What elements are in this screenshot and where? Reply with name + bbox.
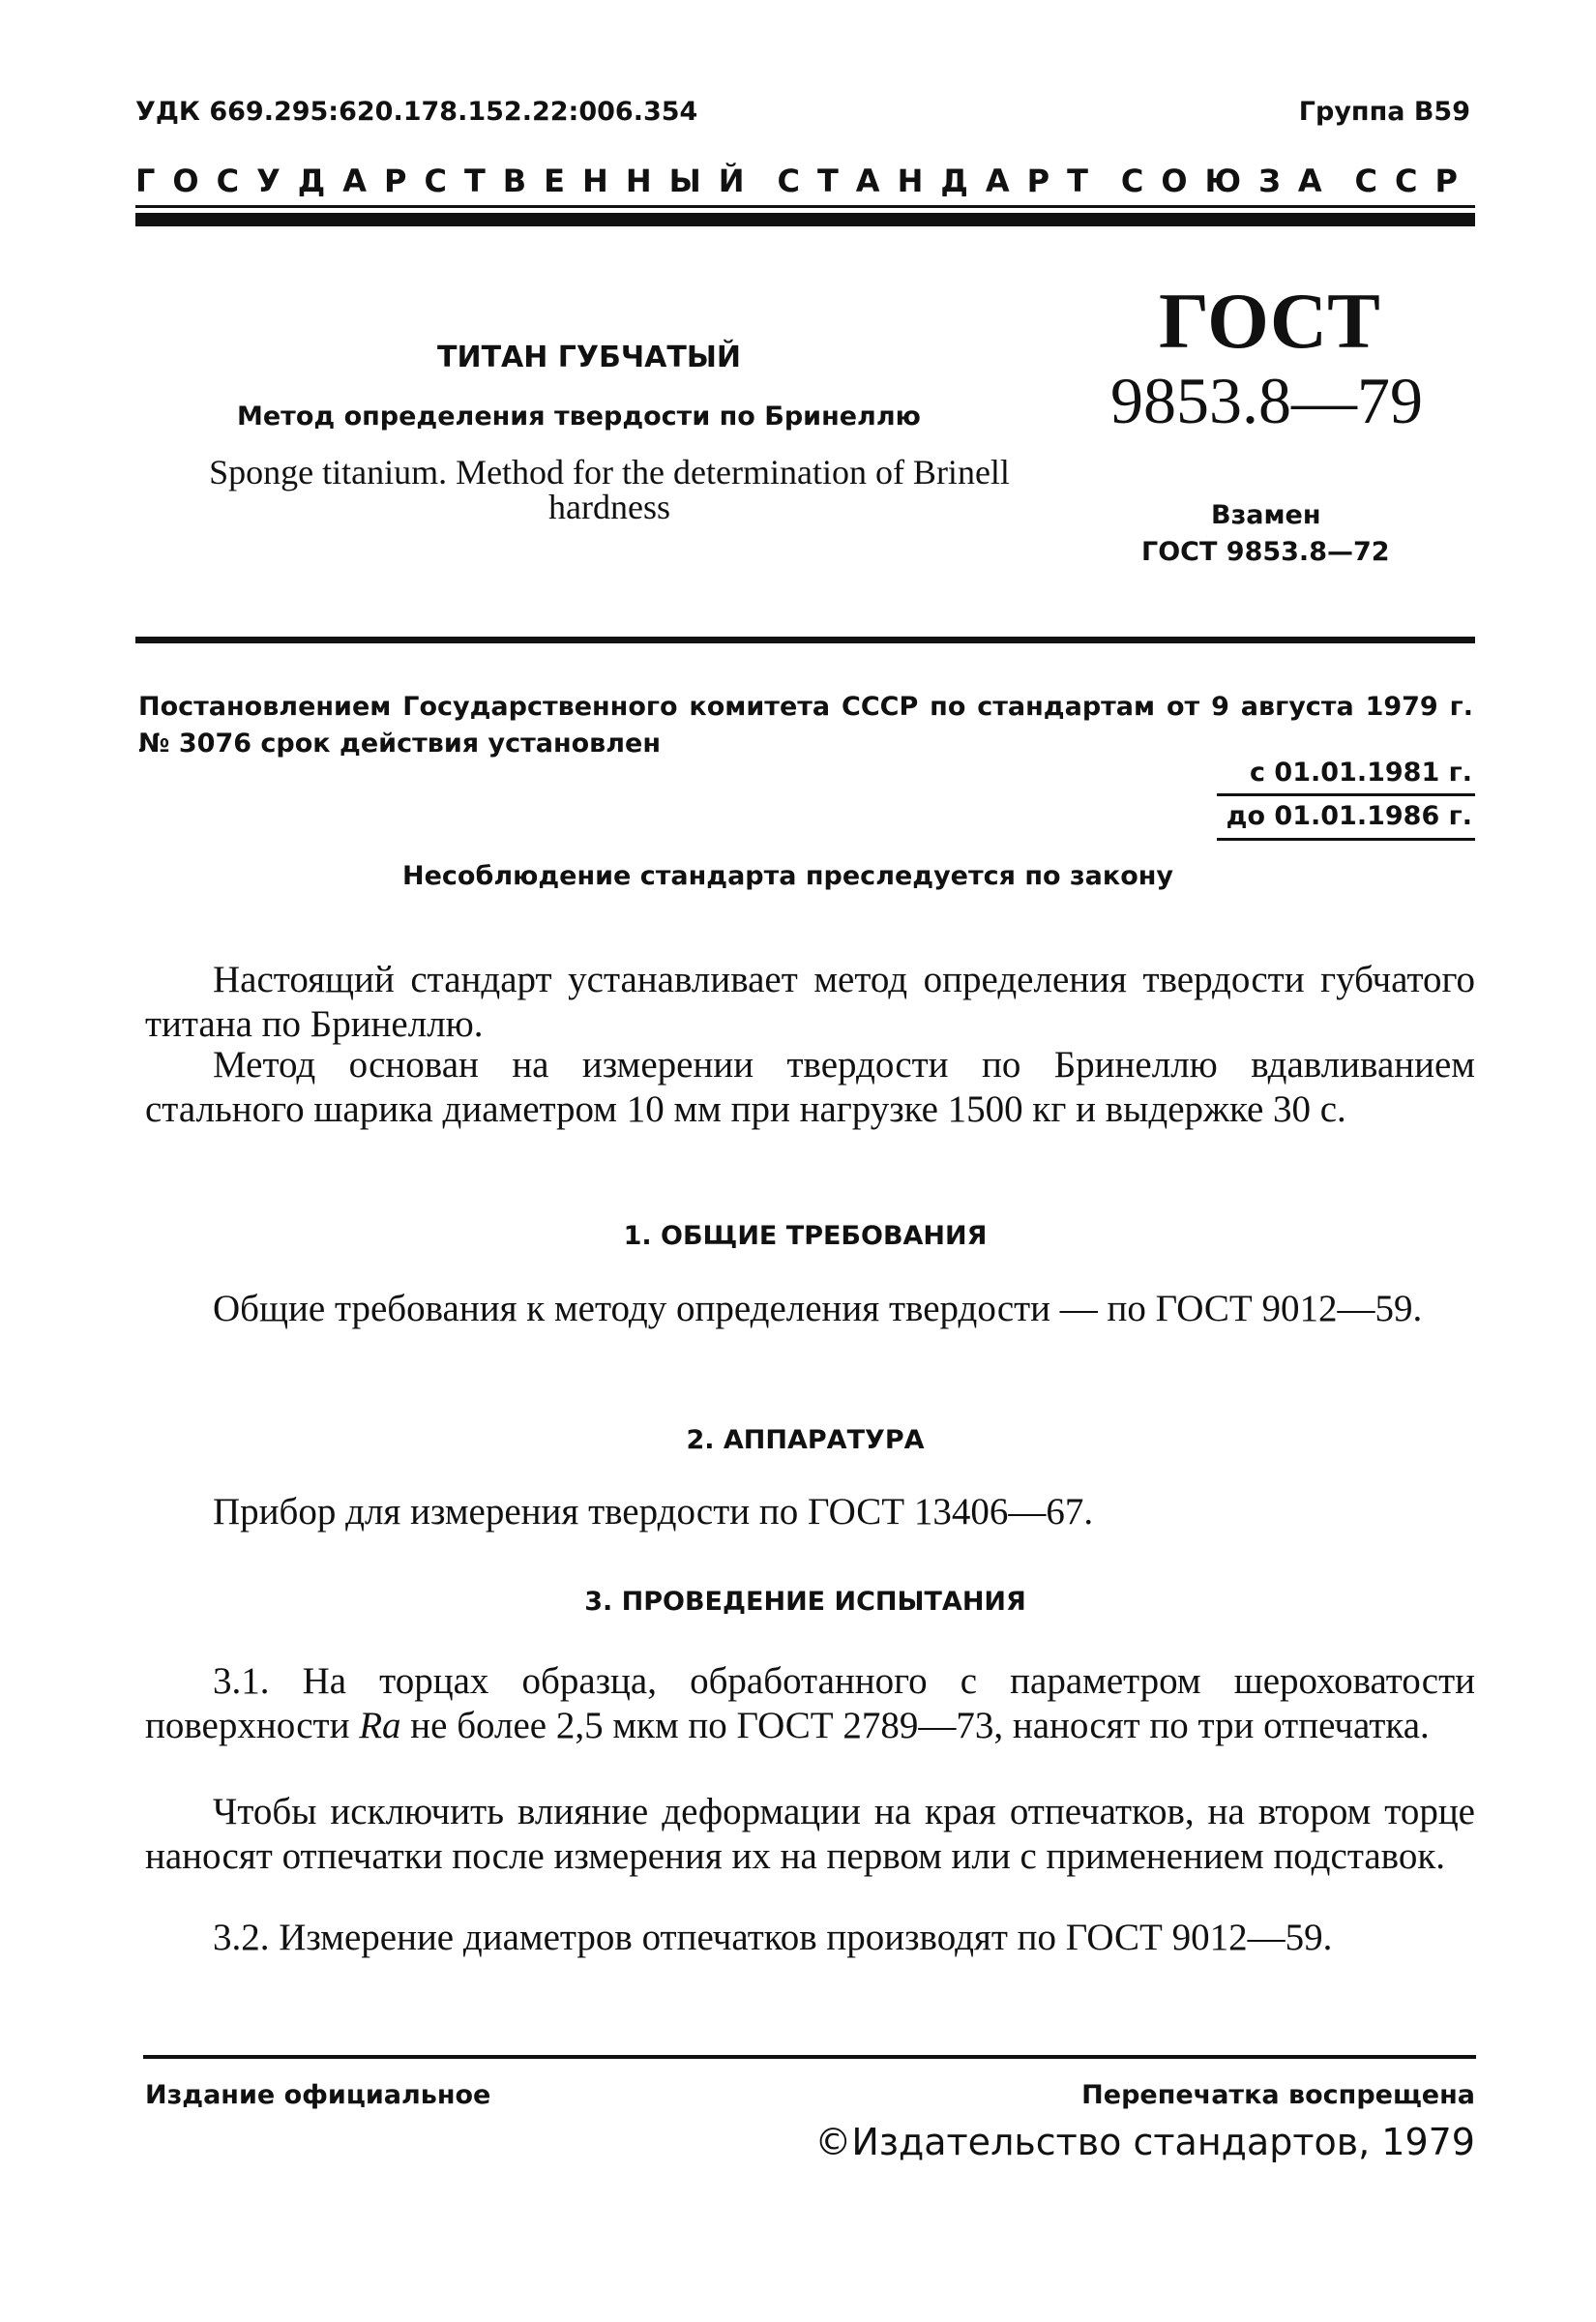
udc-code: УДК 669.295:620.178.152.22:006.354 xyxy=(135,97,698,127)
section-2-text: Прибор для измерения твердости по ГОСТ 13406—67. xyxy=(213,1491,1094,1533)
clause-3-1-continuation: Чтобы исключить влияние деформации на края отпечатков, на втором торце наносят отпечатки после измерения их на первом или с применением подставок. xyxy=(145,1791,1475,1877)
publisher-copyright: ©Издательство стандартов, 1979 xyxy=(814,2121,1475,2163)
gost-number: 9853.8—79 xyxy=(1110,364,1423,437)
clause-3-1-text-a: 3.1. На торцах образца, обработанного с параметром шероховатости поверхности xyxy=(145,1660,1475,1746)
date-rule-1 xyxy=(1217,793,1475,796)
banner-word: ССР xyxy=(1354,163,1475,199)
intro-paragraph-2: Метод основан на измерении твердости по Бринеллю вдавливанием стального шарика диаметром 10 мм при нагрузке 1500 кг и выдержке 30 с. xyxy=(145,1044,1475,1130)
state-standard-banner xyxy=(135,163,1475,199)
section-3-heading: 3. ПРОВЕДЕНИЕ ИСПЫТАНИЯ xyxy=(584,1587,1026,1617)
header-rule-thick xyxy=(135,213,1475,226)
section-1-heading: 1. ОБЩИЕ ТРЕБОВАНИЯ xyxy=(623,1221,988,1251)
compliance-notice: Несоблюдение стандарта преследуется по закону xyxy=(402,861,1174,891)
title-rule xyxy=(135,637,1475,643)
effective-from-date: с 01.01.1981 г. xyxy=(1250,758,1472,788)
banner-word: СОЮЗА xyxy=(1120,163,1340,199)
clause-3-1 xyxy=(145,1659,1475,1748)
date-rule-2 xyxy=(1217,838,1475,841)
group-code: Группа В59 xyxy=(1298,97,1470,127)
effective-to-date: до 01.01.1986 г. xyxy=(1226,801,1472,831)
header-rule-thin xyxy=(135,205,1475,208)
clause-3-1-text-b: не более 2,5 мкм по ГОСТ 2789—73, наносят по три отпечатка. xyxy=(400,1705,1430,1746)
reprint-notice: Перепечатка воспрещена xyxy=(1081,2080,1475,2110)
replaces-gost: ГОСТ 9853.8—72 xyxy=(1141,537,1390,567)
title-en: Sponge titanium. Method for the determination of Brinell hardness xyxy=(209,453,1010,526)
clause-3-2: 3.2. Измерение диаметров отпечатков производят по ГОСТ 9012—59. xyxy=(213,1917,1333,1958)
subtitle-ru: Метод определения твердости по Бринеллю xyxy=(237,402,921,432)
intro-paragraph-1: Настоящий стандарт устанавливает метод определения твердости губчатого титана по Бринеллю. xyxy=(145,959,1475,1045)
replaces-label: Взамен xyxy=(1211,500,1321,530)
banner-word: СТАНДАРТ xyxy=(777,163,1106,199)
section-2-heading: 2. АППАРАТУРА xyxy=(686,1425,925,1455)
official-edition: Издание официальное xyxy=(145,2080,491,2110)
title-ru: ТИТАН ГУБЧАТЫЙ xyxy=(437,341,742,374)
decree-text: Постановлением Государственного комитета СССР по стандартам от 9 августа 1979 г. № 3076 срок действия установлен xyxy=(138,692,1473,759)
footer-rule xyxy=(143,2055,1476,2059)
section-1-text: Общие требования к методу определения твердости — по ГОСТ 9012—59. xyxy=(213,1288,1423,1329)
roughness-symbol: Ra xyxy=(359,1705,401,1746)
gost-label: ГОСТ xyxy=(1159,277,1380,365)
banner-word: ГОСУДАРСТВЕННЫЙ xyxy=(135,163,762,199)
